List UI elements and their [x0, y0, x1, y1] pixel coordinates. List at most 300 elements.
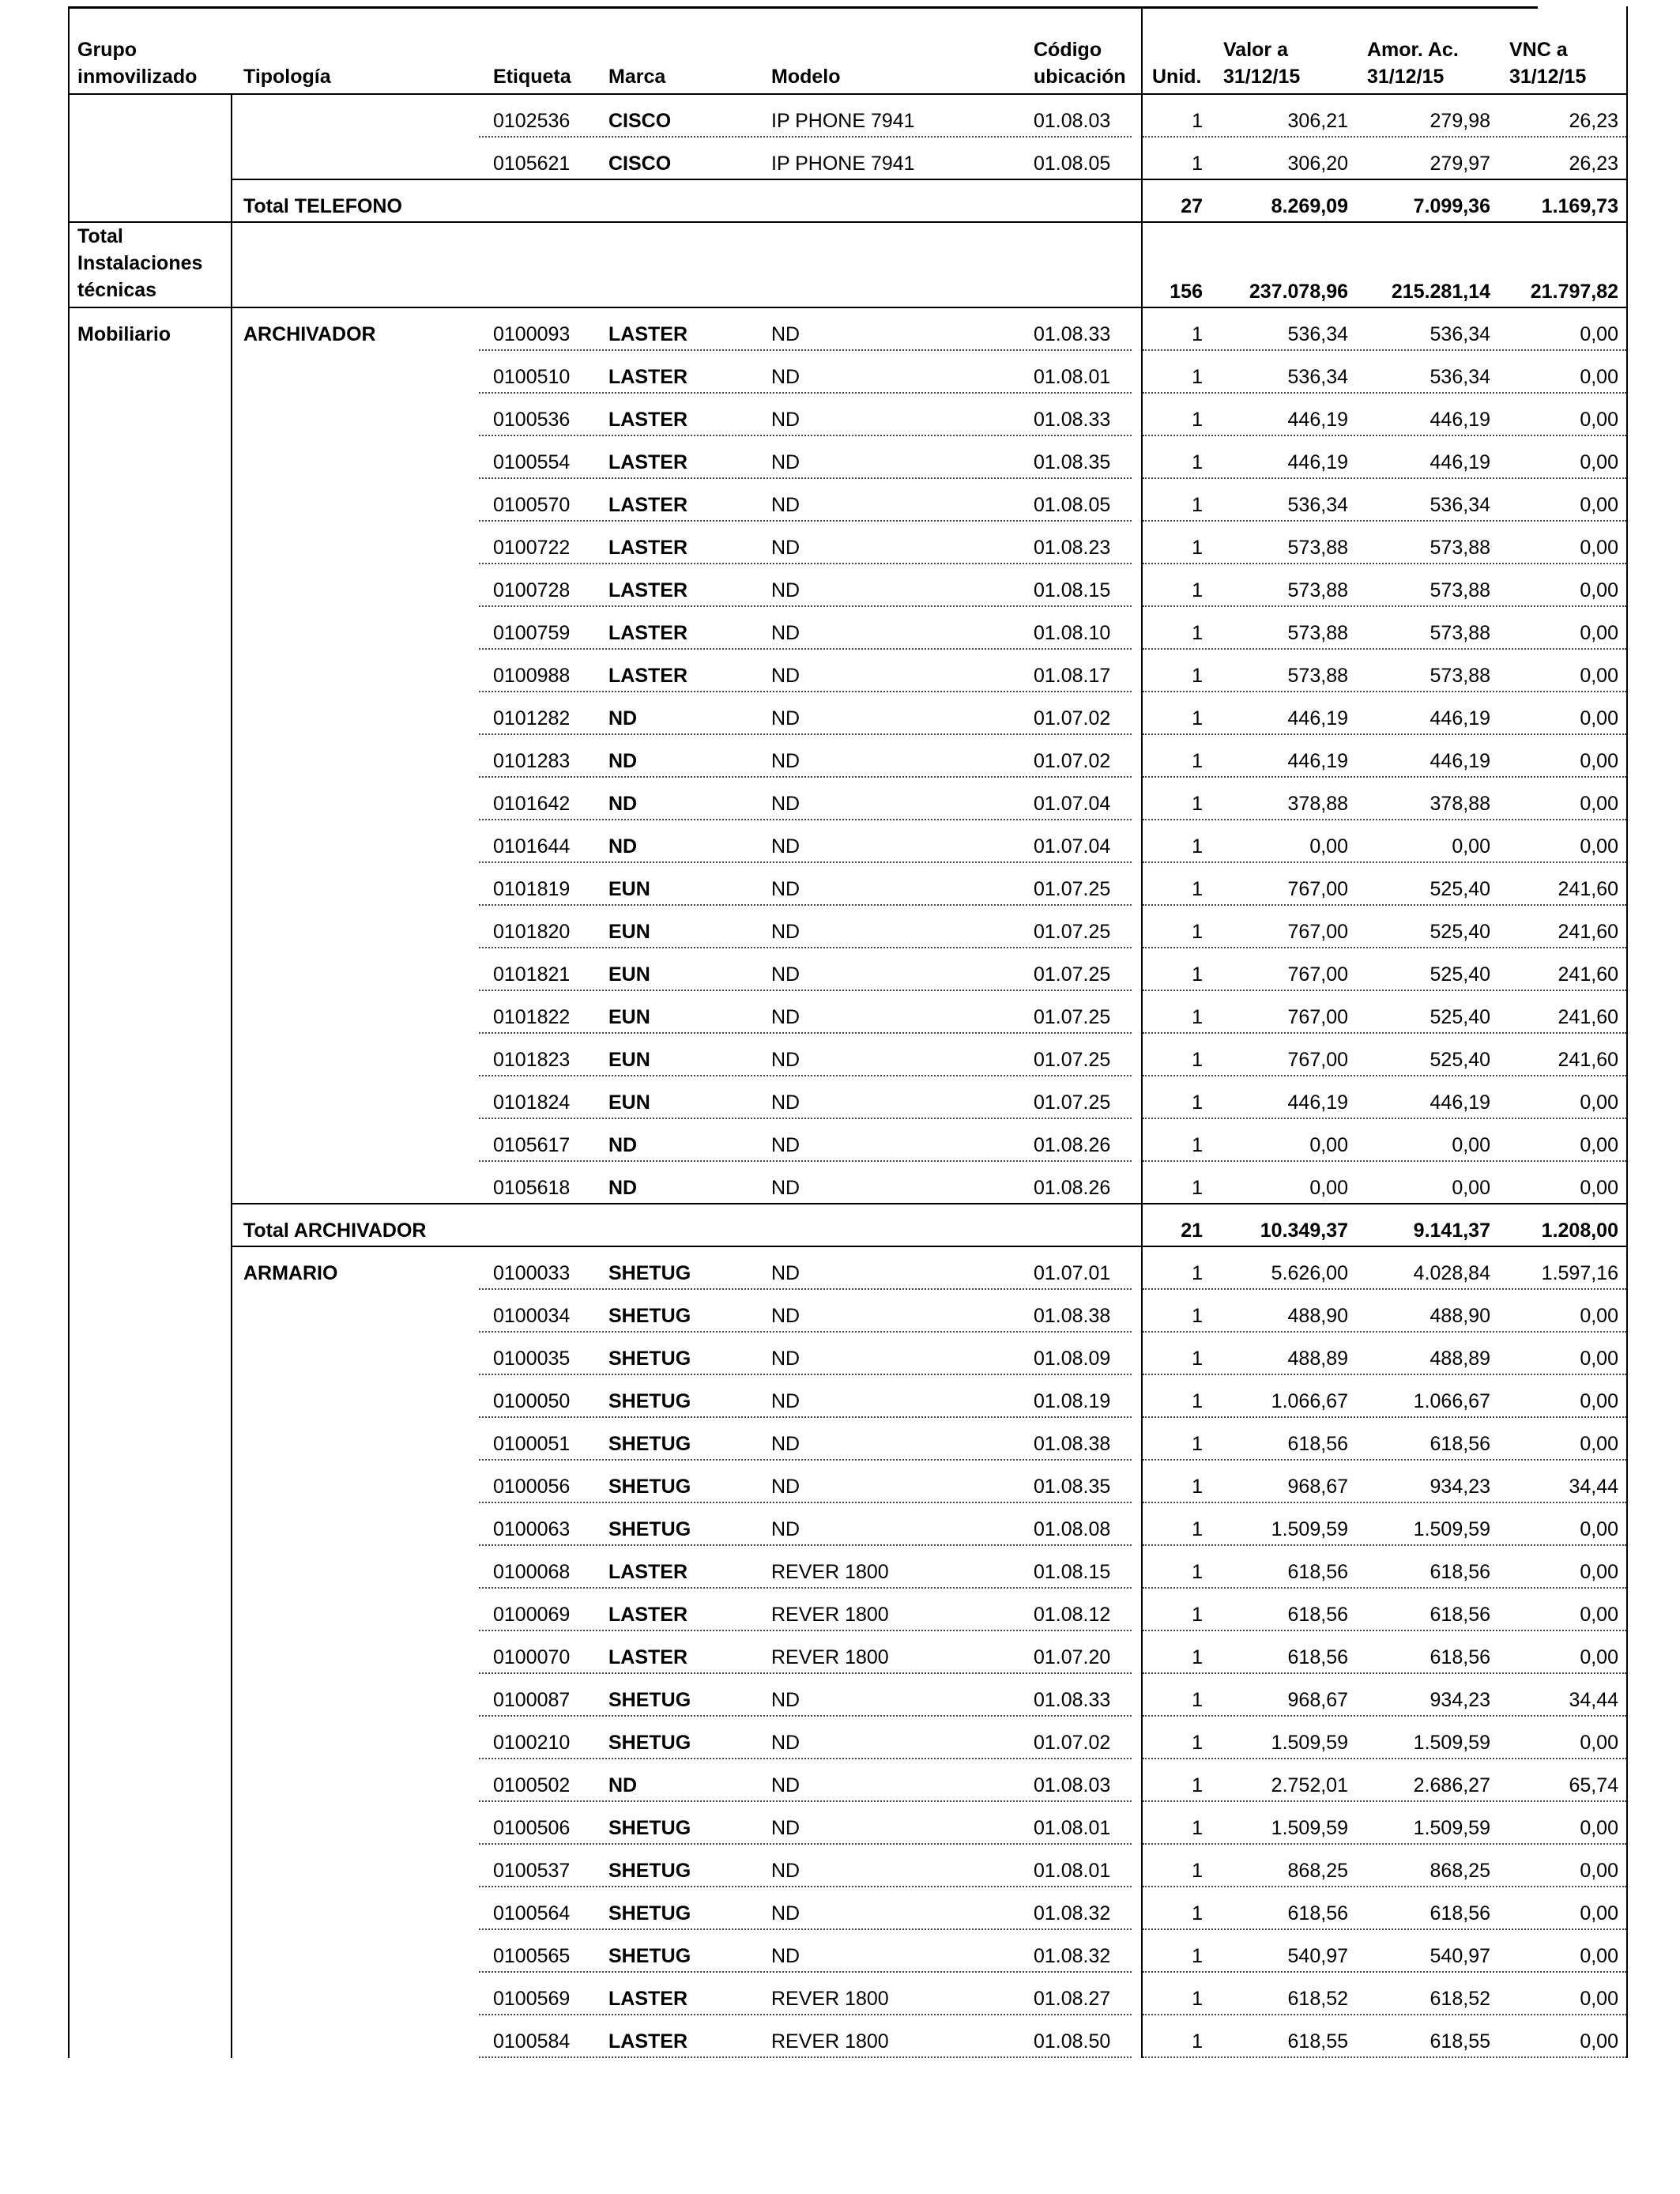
unid-cell: 1 [1192, 963, 1203, 986]
table-row [68, 1546, 1626, 1589]
modelo-cell: ND [771, 409, 800, 431]
vnc-cell: 0,00 [1580, 1988, 1618, 2010]
valor-cell: 446,19 [1287, 1091, 1348, 1114]
codigo-cell: 01.07.25 [1034, 878, 1111, 900]
amor-cell: 573,88 [1430, 579, 1490, 601]
marca-cell: SHETUG [608, 1305, 691, 1327]
marca-cell: ND [608, 1177, 638, 1199]
modelo-cell: ND [771, 707, 800, 729]
table-row [68, 991, 1626, 1034]
etiqueta-cell: 0101283 [493, 750, 571, 772]
amor-cell: 618,52 [1430, 1988, 1490, 2010]
valor-cell: 573,88 [1287, 665, 1348, 687]
marca-cell: SHETUG [608, 1689, 691, 1711]
header-unid: Unid. [1152, 66, 1202, 88]
vnc-cell: 0,00 [1580, 1732, 1618, 1754]
codigo-cell: 01.08.03 [1034, 110, 1111, 132]
vnc-cell: 0,00 [1580, 1860, 1618, 1882]
modelo-cell: ND [771, 1091, 800, 1114]
amor-cell: 0,00 [1452, 1177, 1490, 1199]
amor-cell: 446,19 [1430, 1091, 1490, 1114]
etiqueta-cell: 0100506 [493, 1817, 571, 1839]
subtotal-row [68, 180, 1626, 223]
codigo-cell: 01.07.02 [1034, 707, 1111, 729]
unid-cell: 1 [1192, 153, 1203, 175]
group-total-label: Total Instalaciones técnicas [77, 225, 203, 301]
valor-cell: 1.509,59 [1271, 1817, 1348, 1839]
vnc-cell: 34,44 [1569, 1689, 1618, 1711]
modelo-cell: ND [771, 1006, 800, 1028]
table-row [68, 1674, 1626, 1717]
valor-cell: 618,56 [1287, 1433, 1348, 1455]
modelo-cell: ND [771, 1348, 800, 1370]
modelo-cell: ND [771, 878, 800, 900]
amor-cell: 1.509,59 [1413, 1817, 1490, 1839]
valor-cell: 0,00 [1309, 1134, 1348, 1156]
amor-total-cell: 215.281,14 [1391, 281, 1490, 303]
unid-cell: 1 [1192, 1561, 1203, 1583]
marca-cell: EUN [608, 878, 650, 900]
unid-cell: 1 [1192, 1732, 1203, 1754]
unid-cell: 1 [1192, 1518, 1203, 1540]
valor-cell: 1.066,67 [1271, 1390, 1348, 1412]
codigo-cell: 01.08.33 [1034, 1689, 1111, 1711]
valor-total-cell: 10.349,37 [1260, 1220, 1348, 1242]
amor-cell: 488,89 [1430, 1348, 1490, 1370]
modelo-cell: REVER 1800 [771, 1561, 889, 1583]
valor-cell: 446,19 [1287, 750, 1348, 772]
amor-cell: 446,19 [1430, 451, 1490, 473]
modelo-cell: ND [771, 793, 800, 815]
table-row [68, 863, 1626, 906]
etiqueta-cell: 0100988 [493, 665, 571, 687]
table-row [68, 1162, 1626, 1204]
modelo-cell: ND [771, 622, 800, 644]
table-row [68, 1973, 1626, 2015]
modelo-cell: ND [771, 1945, 800, 1967]
vnc-cell: 26,23 [1569, 110, 1618, 132]
amor-cell: 618,56 [1430, 1433, 1490, 1455]
unid-cell: 1 [1192, 1262, 1203, 1284]
table-row [68, 948, 1626, 991]
valor-cell: 968,67 [1287, 1476, 1348, 1498]
amor-cell: 536,34 [1430, 494, 1490, 516]
codigo-cell: 01.08.03 [1034, 1774, 1111, 1796]
vnc-cell: 241,60 [1558, 1049, 1618, 1071]
valor-cell: 573,88 [1287, 537, 1348, 559]
vnc-cell: 0,00 [1580, 622, 1618, 644]
unid-cell: 1 [1192, 1945, 1203, 1967]
marca-cell: CISCO [608, 110, 672, 132]
vnc-cell: 0,00 [1580, 494, 1618, 516]
modelo-cell: ND [771, 494, 800, 516]
vnc-cell: 0,00 [1580, 409, 1618, 431]
unid-cell: 1 [1192, 750, 1203, 772]
table-row [68, 820, 1626, 863]
marca-cell: SHETUG [608, 1945, 691, 1967]
amor-cell: 2.686,27 [1413, 1774, 1490, 1796]
codigo-cell: 01.08.35 [1034, 1476, 1111, 1498]
codigo-cell: 01.08.26 [1034, 1177, 1111, 1199]
table-row [68, 735, 1626, 778]
unid-cell: 1 [1192, 1433, 1203, 1455]
vnc-total-cell: 1.169,73 [1541, 195, 1618, 217]
unid-cell: 1 [1192, 1689, 1203, 1711]
unid-cell: 1 [1192, 1902, 1203, 1924]
codigo-cell: 01.08.50 [1034, 2030, 1111, 2053]
modelo-cell: ND [771, 1476, 800, 1498]
codigo-cell: 01.08.35 [1034, 451, 1111, 473]
amor-cell: 0,00 [1452, 835, 1490, 858]
marca-cell: LASTER [608, 579, 687, 601]
table-row [68, 1802, 1626, 1845]
amor-cell: 488,90 [1430, 1305, 1490, 1327]
vnc-cell: 0,00 [1580, 323, 1618, 345]
vnc-cell: 241,60 [1558, 1006, 1618, 1028]
unid-cell: 1 [1192, 1177, 1203, 1199]
valor-cell: 0,00 [1309, 1177, 1348, 1199]
valor-cell: 536,34 [1287, 366, 1348, 388]
codigo-cell: 01.07.25 [1034, 1006, 1111, 1028]
modelo-cell: ND [771, 1689, 800, 1711]
codigo-cell: 01.07.20 [1034, 1646, 1111, 1668]
column-rule [68, 6, 70, 2058]
marca-cell: LASTER [608, 1988, 687, 2010]
codigo-cell: 01.08.33 [1034, 323, 1111, 345]
unid-cell: 1 [1192, 665, 1203, 687]
valor-cell: 968,67 [1287, 1689, 1348, 1711]
modelo-cell: ND [771, 366, 800, 388]
etiqueta-cell: 0100050 [493, 1390, 571, 1412]
marca-cell: LASTER [608, 537, 687, 559]
amor-cell: 618,56 [1430, 1902, 1490, 1924]
etiqueta-cell: 0100565 [493, 1945, 571, 1967]
etiqueta-cell: 0100093 [493, 323, 571, 345]
subtotal-row [68, 1204, 1626, 1247]
codigo-cell: 01.08.23 [1034, 537, 1111, 559]
valor-cell: 767,00 [1287, 878, 1348, 900]
amor-cell: 1.509,59 [1413, 1518, 1490, 1540]
table-row [68, 564, 1626, 607]
etiqueta-cell: 0100759 [493, 622, 571, 644]
header-valor: Valor a 31/12/15 [1223, 39, 1301, 88]
etiqueta-cell: 0100510 [493, 366, 571, 388]
unid-cell: 1 [1192, 1348, 1203, 1370]
amor-cell: 525,40 [1430, 1049, 1490, 1071]
marca-cell: LASTER [608, 494, 687, 516]
valor-cell: 488,89 [1287, 1348, 1348, 1370]
codigo-cell: 01.08.01 [1034, 1860, 1111, 1882]
codigo-cell: 01.08.08 [1034, 1518, 1111, 1540]
amor-cell: 536,34 [1430, 366, 1490, 388]
etiqueta-cell: 0101821 [493, 963, 571, 986]
unid-cell: 1 [1192, 2030, 1203, 2053]
valor-cell: 5.626,00 [1271, 1262, 1348, 1284]
amor-cell: 4.028,84 [1413, 1262, 1490, 1284]
unid-cell: 1 [1192, 1134, 1203, 1156]
table-row [68, 607, 1626, 650]
amor-cell: 279,98 [1430, 110, 1490, 132]
vnc-cell: 241,60 [1558, 921, 1618, 943]
marca-cell: SHETUG [608, 1518, 691, 1540]
table-row [68, 1503, 1626, 1546]
modelo-cell: ND [771, 1817, 800, 1839]
table-row [68, 522, 1626, 564]
marca-cell: LASTER [608, 1646, 687, 1668]
unid-cell: 1 [1192, 1305, 1203, 1327]
marca-cell: LASTER [608, 409, 687, 431]
marca-cell: SHETUG [608, 1262, 691, 1284]
header-modelo: Modelo [771, 66, 841, 88]
valor-cell: 378,88 [1287, 793, 1348, 815]
codigo-cell: 01.07.25 [1034, 921, 1111, 943]
modelo-cell: ND [771, 1732, 800, 1754]
codigo-cell: 01.08.38 [1034, 1305, 1111, 1327]
unid-cell: 1 [1192, 1091, 1203, 1114]
marca-cell: EUN [608, 1091, 650, 1114]
codigo-cell: 01.08.15 [1034, 1561, 1111, 1583]
modelo-cell: ND [771, 963, 800, 986]
vnc-cell: 0,00 [1580, 1817, 1618, 1839]
valor-cell: 618,52 [1287, 1988, 1348, 2010]
marca-cell: SHETUG [608, 1860, 691, 1882]
header-marca: Marca [608, 66, 666, 88]
amor-cell: 618,56 [1430, 1561, 1490, 1583]
etiqueta-cell: 0100564 [493, 1902, 571, 1924]
marca-cell: SHETUG [608, 1390, 691, 1412]
codigo-cell: 01.08.05 [1034, 494, 1111, 516]
vnc-cell: 241,60 [1558, 878, 1618, 900]
valor-cell: 767,00 [1287, 1049, 1348, 1071]
codigo-cell: 01.08.33 [1034, 409, 1111, 431]
marca-cell: ND [608, 750, 638, 772]
marca-cell: ND [608, 835, 638, 858]
modelo-cell: ND [771, 750, 800, 772]
table-row [68, 95, 1626, 138]
table-row [68, 1034, 1626, 1076]
table-row [68, 650, 1626, 692]
etiqueta-cell: 0101824 [493, 1091, 571, 1114]
vnc-cell: 0,00 [1580, 835, 1618, 858]
unid-cell: 1 [1192, 451, 1203, 473]
unid-total-cell: 156 [1170, 281, 1203, 303]
marca-cell: LASTER [608, 1561, 687, 1583]
table-row [68, 1717, 1626, 1759]
modelo-cell: REVER 1800 [771, 2030, 889, 2053]
etiqueta-cell: 0100070 [493, 1646, 571, 1668]
table-row [68, 308, 1626, 351]
amor-cell: 573,88 [1430, 665, 1490, 687]
grupo-cell: Mobiliario [77, 323, 171, 345]
valor-cell: 446,19 [1287, 451, 1348, 473]
unid-cell: 1 [1192, 579, 1203, 601]
unid-cell: 1 [1192, 1476, 1203, 1498]
vnc-cell: 0,00 [1580, 707, 1618, 729]
etiqueta-cell: 0100051 [493, 1433, 571, 1455]
unid-cell: 1 [1192, 1774, 1203, 1796]
codigo-cell: 01.08.19 [1034, 1390, 1111, 1412]
etiqueta-cell: 0100536 [493, 409, 571, 431]
etiqueta-cell: 0105621 [493, 153, 571, 175]
valor-cell: 0,00 [1309, 835, 1348, 858]
codigo-cell: 01.07.04 [1034, 793, 1111, 815]
valor-cell: 540,97 [1287, 1945, 1348, 1967]
modelo-cell: IP PHONE 7941 [771, 110, 915, 132]
vnc-cell: 0,00 [1580, 579, 1618, 601]
header-grupo: Grupo inmovilizado [77, 39, 198, 88]
vnc-total-cell: 1.208,00 [1541, 1220, 1618, 1242]
table-row [68, 906, 1626, 948]
marca-cell: LASTER [608, 2030, 687, 2053]
vnc-cell: 0,00 [1580, 1348, 1618, 1370]
valor-cell: 536,34 [1287, 494, 1348, 516]
etiqueta-cell: 0101819 [493, 878, 571, 900]
amor-cell: 525,40 [1430, 1006, 1490, 1028]
marca-cell: CISCO [608, 153, 672, 175]
codigo-cell: 01.08.32 [1034, 1945, 1111, 1967]
marca-cell: LASTER [608, 366, 687, 388]
marca-cell: LASTER [608, 665, 687, 687]
codigo-cell: 01.07.02 [1034, 1732, 1111, 1754]
etiqueta-cell: 0100537 [493, 1860, 571, 1882]
codigo-cell: 01.08.01 [1034, 1817, 1111, 1839]
marca-cell: ND [608, 1774, 638, 1796]
modelo-cell: ND [771, 451, 800, 473]
vnc-cell: 0,00 [1580, 1518, 1618, 1540]
vnc-cell: 26,23 [1569, 153, 1618, 175]
marca-cell: LASTER [608, 1604, 687, 1626]
codigo-cell: 01.08.01 [1034, 366, 1111, 388]
tipologia-cell: ARCHIVADOR [243, 323, 376, 345]
etiqueta-cell: 0100035 [493, 1348, 571, 1370]
valor-cell: 767,00 [1287, 963, 1348, 986]
table-row [68, 1589, 1626, 1631]
unid-cell: 1 [1192, 835, 1203, 858]
etiqueta-cell: 0100502 [493, 1774, 571, 1796]
modelo-cell: ND [771, 537, 800, 559]
codigo-cell: 01.08.12 [1034, 1604, 1111, 1626]
unid-cell: 1 [1192, 622, 1203, 644]
amor-cell: 525,40 [1430, 878, 1490, 900]
modelo-cell: ND [771, 579, 800, 601]
vnc-cell: 0,00 [1580, 1902, 1618, 1924]
amor-cell: 573,88 [1430, 537, 1490, 559]
codigo-cell: 01.07.25 [1034, 1091, 1111, 1114]
vnc-total-cell: 21.797,82 [1530, 281, 1618, 303]
unid-total-cell: 27 [1181, 195, 1203, 217]
valor-cell: 488,90 [1287, 1305, 1348, 1327]
dotted-rule [479, 2056, 1132, 2058]
modelo-cell: ND [771, 323, 800, 345]
table-row [68, 1418, 1626, 1461]
amor-cell: 934,23 [1430, 1476, 1490, 1498]
amor-total-cell: 9.141,37 [1413, 1220, 1490, 1242]
table-row [68, 1333, 1626, 1375]
modelo-cell: ND [771, 835, 800, 858]
valor-cell: 767,00 [1287, 1006, 1348, 1028]
marca-cell: SHETUG [608, 1902, 691, 1924]
table-row [68, 1631, 1626, 1674]
etiqueta-cell: 0101282 [493, 707, 571, 729]
modelo-cell: REVER 1800 [771, 1988, 889, 2010]
table-row [68, 2015, 1626, 2058]
table-row [68, 1247, 1626, 1290]
table-row [68, 1930, 1626, 1973]
etiqueta-cell: 0100087 [493, 1689, 571, 1711]
amor-cell: 525,40 [1430, 921, 1490, 943]
amor-cell: 0,00 [1452, 1134, 1490, 1156]
vnc-cell: 0,00 [1580, 1177, 1618, 1199]
vnc-cell: 0,00 [1580, 1091, 1618, 1114]
modelo-cell: ND [771, 1305, 800, 1327]
total-top-rule [231, 1203, 1626, 1204]
table-row [68, 1887, 1626, 1930]
table-row [68, 1076, 1626, 1119]
table-row [68, 351, 1626, 394]
table-row [68, 1845, 1626, 1887]
unid-total-cell: 21 [1181, 1220, 1203, 1242]
valor-cell: 868,25 [1287, 1860, 1348, 1882]
marca-cell: EUN [608, 963, 650, 986]
column-rule [1626, 6, 1628, 2058]
unid-cell: 1 [1192, 1049, 1203, 1071]
marca-cell: EUN [608, 921, 650, 943]
table-row [68, 692, 1626, 735]
modelo-cell: ND [771, 1134, 800, 1156]
amor-cell: 279,97 [1430, 153, 1490, 175]
valor-cell: 573,88 [1287, 622, 1348, 644]
table-row [68, 138, 1626, 180]
amor-cell: 378,88 [1430, 793, 1490, 815]
modelo-cell: REVER 1800 [771, 1646, 889, 1668]
modelo-cell: ND [771, 1902, 800, 1924]
unid-cell: 1 [1192, 878, 1203, 900]
valor-cell: 306,21 [1287, 110, 1348, 132]
valor-cell: 618,56 [1287, 1646, 1348, 1668]
vnc-cell: 0,00 [1580, 537, 1618, 559]
codigo-cell: 01.07.01 [1034, 1262, 1111, 1284]
amor-cell: 868,25 [1430, 1860, 1490, 1882]
amor-cell: 1.509,59 [1413, 1732, 1490, 1754]
amor-cell: 525,40 [1430, 963, 1490, 986]
table-row [68, 394, 1626, 436]
amor-cell: 1.066,67 [1413, 1390, 1490, 1412]
valor-cell: 618,56 [1287, 1604, 1348, 1626]
amor-cell: 446,19 [1430, 707, 1490, 729]
amor-cell: 540,97 [1430, 1945, 1490, 1967]
header-codigo: Código ubicación [1034, 39, 1126, 88]
vnc-cell: 0,00 [1580, 451, 1618, 473]
etiqueta-cell: 0100033 [493, 1262, 571, 1284]
amor-cell: 618,56 [1430, 1604, 1490, 1626]
vnc-cell: 0,00 [1580, 750, 1618, 772]
valor-cell: 2.752,01 [1271, 1774, 1348, 1796]
codigo-cell: 01.08.38 [1034, 1433, 1111, 1455]
vnc-cell: 1.597,16 [1541, 1262, 1618, 1284]
etiqueta-cell: 0100056 [493, 1476, 571, 1498]
codigo-cell: 01.08.09 [1034, 1348, 1111, 1370]
table-row [68, 479, 1626, 522]
vnc-cell: 0,00 [1580, 1390, 1618, 1412]
unid-cell: 1 [1192, 537, 1203, 559]
modelo-cell: ND [771, 1177, 800, 1199]
valor-total-cell: 8.269,09 [1271, 195, 1348, 217]
valor-cell: 767,00 [1287, 921, 1348, 943]
vnc-cell: 0,00 [1580, 1433, 1618, 1455]
unid-cell: 1 [1192, 323, 1203, 345]
marca-cell: EUN [608, 1049, 650, 1071]
codigo-cell: 01.08.15 [1034, 579, 1111, 601]
